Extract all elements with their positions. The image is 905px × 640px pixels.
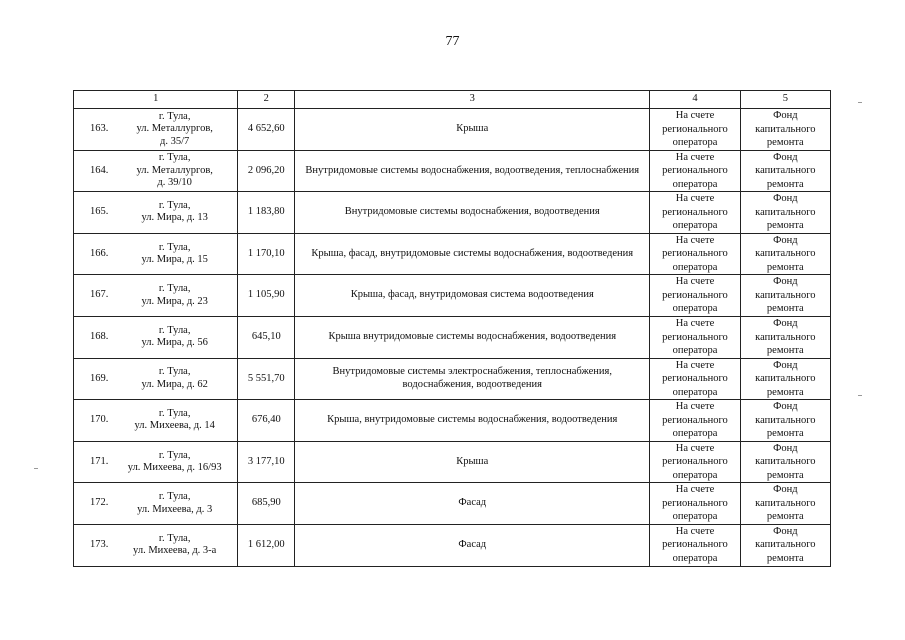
fund-cell bbox=[740, 275, 830, 317]
row-number: 165. bbox=[90, 206, 109, 218]
row-number: 173. bbox=[90, 538, 109, 550]
address-cell bbox=[74, 358, 238, 400]
fund-line: Фонд bbox=[773, 151, 798, 163]
address-cell bbox=[74, 233, 238, 275]
table-row bbox=[74, 524, 831, 566]
works-cell: Внутридомовые системы водоснабжения, водоотведения bbox=[295, 192, 650, 234]
fund-line: капитального bbox=[755, 539, 816, 551]
fund-cell bbox=[740, 192, 830, 234]
address-line: ул. Михеева, д. 14 bbox=[134, 420, 215, 432]
table-row bbox=[74, 441, 831, 483]
fund-cell bbox=[740, 109, 830, 151]
row-number: 170. bbox=[90, 414, 109, 426]
fund-cell bbox=[740, 358, 830, 400]
operator-line: оператора bbox=[672, 220, 718, 232]
address-line: ул. Мира, д. 23 bbox=[141, 295, 208, 307]
address-wrapper bbox=[76, 533, 235, 558]
fund-cell bbox=[740, 441, 830, 483]
fund-line: ремонта bbox=[766, 386, 804, 398]
operator-cell bbox=[650, 483, 740, 525]
fund-line: ремонта bbox=[766, 178, 804, 190]
fund-line: Фонд bbox=[773, 442, 798, 454]
fund-cell bbox=[740, 233, 830, 275]
address-line: ул. Металлургов, bbox=[136, 164, 213, 176]
fund-line: Фонд bbox=[773, 193, 798, 205]
operator-cell bbox=[650, 233, 740, 275]
fund-line: капитального bbox=[755, 289, 816, 301]
operator-line: регионального bbox=[662, 539, 728, 551]
row-number: 168. bbox=[90, 331, 109, 343]
operator-line: оператора bbox=[672, 386, 718, 398]
column-header-1: 1 bbox=[74, 91, 238, 109]
table-row bbox=[74, 192, 831, 234]
column-header-5: 5 bbox=[740, 91, 830, 109]
address-line: г. Тула, bbox=[158, 449, 191, 461]
address-line: г. Тула, bbox=[158, 366, 191, 378]
address-text bbox=[122, 408, 235, 433]
operator-line: оператора bbox=[672, 303, 718, 315]
fund-line: капитального bbox=[755, 497, 816, 509]
address-line: ул. Михеева, д. 16/93 bbox=[127, 462, 222, 474]
address-line: г. Тула, bbox=[158, 532, 191, 544]
table-row bbox=[74, 150, 831, 192]
fund-line: Фонд bbox=[773, 359, 798, 371]
operator-line: регионального bbox=[662, 331, 728, 343]
address-line: ул. Михеева, д. 3 bbox=[137, 503, 213, 515]
address-cell bbox=[74, 192, 238, 234]
row-number: 164. bbox=[90, 164, 109, 176]
address-line: г. Тула, bbox=[158, 324, 191, 336]
operator-line: оператора bbox=[672, 552, 718, 564]
address-text bbox=[122, 366, 235, 391]
scan-mark bbox=[858, 395, 862, 396]
address-cell bbox=[74, 316, 238, 358]
value-cell: 685,90 bbox=[238, 483, 295, 525]
operator-line: На счете bbox=[675, 193, 715, 205]
operator-line: оператора bbox=[672, 511, 718, 523]
fund-line: ремонта bbox=[766, 261, 804, 273]
address-text bbox=[122, 533, 235, 558]
operator-line: оператора bbox=[672, 469, 718, 481]
fund-line: Фонд bbox=[773, 484, 798, 496]
fund-line: капитального bbox=[755, 165, 816, 177]
value-cell: 645,10 bbox=[238, 316, 295, 358]
address-line: г. Тула, bbox=[158, 241, 191, 253]
fund-line: Фонд bbox=[773, 110, 798, 122]
works-cell: Крыша, фасад, внутридомовые системы водоснабжения, водоотведения bbox=[295, 233, 650, 275]
address-text bbox=[122, 283, 235, 308]
works-cell: Фасад bbox=[295, 524, 650, 566]
fund-line: ремонта bbox=[766, 303, 804, 315]
address-line: ул. Мира, д. 56 bbox=[141, 337, 208, 349]
operator-line: оператора bbox=[672, 261, 718, 273]
address-line: г. Тула, bbox=[158, 407, 191, 419]
fund-line: капитального bbox=[755, 123, 816, 135]
operator-line: На счете bbox=[675, 318, 715, 330]
operator-cell bbox=[650, 524, 740, 566]
operator-cell bbox=[650, 358, 740, 400]
fund-line: Фонд bbox=[773, 401, 798, 413]
address-line: г. Тула, bbox=[158, 491, 191, 503]
operator-line: На счете bbox=[675, 110, 715, 122]
fund-line: капитального bbox=[755, 414, 816, 426]
operator-line: На счете bbox=[675, 484, 715, 496]
table-row bbox=[74, 316, 831, 358]
operator-line: На счете bbox=[675, 401, 715, 413]
operator-line: регионального bbox=[662, 289, 728, 301]
works-cell: Крыша bbox=[295, 109, 650, 151]
address-text bbox=[122, 152, 235, 190]
operator-line: На счете bbox=[675, 276, 715, 288]
address-cell bbox=[74, 275, 238, 317]
row-number: 163. bbox=[90, 123, 109, 135]
operator-line: регионального bbox=[662, 248, 728, 260]
fund-line: ремонта bbox=[766, 511, 804, 523]
operator-line: регионального bbox=[662, 206, 728, 218]
fund-line: капитального bbox=[755, 456, 816, 468]
operator-line: регионального bbox=[662, 165, 728, 177]
value-cell: 4 652,60 bbox=[238, 109, 295, 151]
value-cell: 1 105,90 bbox=[238, 275, 295, 317]
operator-line: оператора bbox=[672, 345, 718, 357]
works-cell: Крыша bbox=[295, 441, 650, 483]
operator-line: регионального bbox=[662, 123, 728, 135]
table-row bbox=[74, 275, 831, 317]
scan-mark bbox=[34, 468, 38, 469]
row-number: 171. bbox=[90, 455, 109, 467]
operator-line: оператора bbox=[672, 178, 718, 190]
fund-line: ремонта bbox=[766, 137, 804, 149]
row-number: 167. bbox=[90, 289, 109, 301]
address-text bbox=[122, 242, 235, 267]
fund-line: Фонд bbox=[773, 276, 798, 288]
page-number: 77 bbox=[445, 34, 460, 49]
address-text bbox=[122, 200, 235, 225]
address-wrapper bbox=[76, 325, 235, 350]
operator-cell bbox=[650, 441, 740, 483]
fund-cell bbox=[740, 400, 830, 442]
operator-cell bbox=[650, 150, 740, 192]
table-row bbox=[74, 109, 831, 151]
address-wrapper bbox=[76, 366, 235, 391]
works-cell: Крыша, внутридомовые системы водоснабжения, водоотведения bbox=[295, 400, 650, 442]
address-line: ул. Мира, д. 13 bbox=[141, 212, 208, 224]
table-row bbox=[74, 358, 831, 400]
operator-line: На счете bbox=[675, 234, 715, 246]
value-cell: 2 096,20 bbox=[238, 150, 295, 192]
table-row bbox=[74, 400, 831, 442]
operator-cell bbox=[650, 192, 740, 234]
value-cell: 676,40 bbox=[238, 400, 295, 442]
value-cell: 5 551,70 bbox=[238, 358, 295, 400]
operator-line: регионального bbox=[662, 456, 728, 468]
operator-line: На счете bbox=[675, 151, 715, 163]
works-cell: Крыша внутридомовые системы водоснабжения, водоотведения bbox=[295, 316, 650, 358]
address-line: г. Тула, bbox=[158, 199, 191, 211]
fund-cell bbox=[740, 483, 830, 525]
address-line: ул. Мира, д. 15 bbox=[141, 254, 208, 266]
address-wrapper bbox=[76, 283, 235, 308]
fund-line: капитального bbox=[755, 331, 816, 343]
address-text bbox=[122, 325, 235, 350]
address-wrapper bbox=[76, 450, 235, 475]
address-cell bbox=[74, 109, 238, 151]
row-number: 172. bbox=[90, 497, 109, 509]
fund-line: ремонта bbox=[766, 469, 804, 481]
address-cell bbox=[74, 524, 238, 566]
housing-register-table bbox=[73, 90, 831, 567]
operator-line: регионального bbox=[662, 497, 728, 509]
value-cell: 3 177,10 bbox=[238, 441, 295, 483]
value-cell: 1 612,00 bbox=[238, 524, 295, 566]
fund-cell bbox=[740, 316, 830, 358]
operator-line: На счете bbox=[675, 359, 715, 371]
address-line: ул. Михеева, д. 3-а bbox=[133, 545, 217, 557]
fund-line: Фонд bbox=[773, 234, 798, 246]
address-cell bbox=[74, 483, 238, 525]
address-wrapper bbox=[76, 152, 235, 190]
address-line: ул. Мира, д. 62 bbox=[141, 378, 208, 390]
fund-line: ремонта bbox=[766, 220, 804, 232]
fund-line: капитального bbox=[755, 248, 816, 260]
table-row bbox=[74, 233, 831, 275]
address-cell bbox=[74, 150, 238, 192]
address-cell bbox=[74, 400, 238, 442]
fund-line: ремонта bbox=[766, 428, 804, 440]
scan-mark bbox=[858, 102, 862, 103]
fund-cell bbox=[740, 150, 830, 192]
operator-cell bbox=[650, 400, 740, 442]
operator-line: оператора bbox=[672, 428, 718, 440]
fund-line: капитального bbox=[755, 373, 816, 385]
fund-line: Фонд bbox=[773, 318, 798, 330]
address-text bbox=[122, 111, 235, 149]
table-body bbox=[74, 109, 831, 567]
row-number: 166. bbox=[90, 247, 109, 259]
operator-line: оператора bbox=[672, 137, 718, 149]
address-line: г. Тула, bbox=[158, 110, 191, 122]
operator-cell bbox=[650, 316, 740, 358]
address-wrapper bbox=[76, 242, 235, 267]
operator-cell bbox=[650, 109, 740, 151]
header-row bbox=[74, 91, 831, 109]
column-header-3: 3 bbox=[295, 91, 650, 109]
column-header-4: 4 bbox=[650, 91, 740, 109]
operator-line: На счете bbox=[675, 442, 715, 454]
operator-cell bbox=[650, 275, 740, 317]
table-row bbox=[74, 483, 831, 525]
fund-cell bbox=[740, 524, 830, 566]
address-line: ул. Металлургов, bbox=[136, 123, 213, 135]
address-cell bbox=[74, 441, 238, 483]
operator-line: На счете bbox=[675, 525, 715, 537]
operator-line: регионального bbox=[662, 373, 728, 385]
value-cell: 1 170,10 bbox=[238, 233, 295, 275]
works-cell: Внутридомовые системы водоснабжения, водоотведения, теплоснабжения bbox=[295, 150, 650, 192]
address-wrapper bbox=[76, 491, 235, 516]
address-line: д. 35/7 bbox=[160, 135, 190, 147]
value-cell: 1 183,80 bbox=[238, 192, 295, 234]
address-text bbox=[122, 450, 235, 475]
works-cell: Крыша, фасад, внутридомовая система водоотведения bbox=[295, 275, 650, 317]
row-number: 169. bbox=[90, 372, 109, 384]
fund-line: ремонта bbox=[766, 552, 804, 564]
fund-line: Фонд bbox=[773, 525, 798, 537]
address-text bbox=[122, 491, 235, 516]
address-wrapper bbox=[76, 200, 235, 225]
works-cell: Внутридомовые системы электроснабжения, теплоснабжения, водоснабжения, водоотведения bbox=[295, 358, 650, 400]
column-header-2: 2 bbox=[238, 91, 295, 109]
address-line: д. 39/10 bbox=[157, 177, 192, 189]
operator-line: регионального bbox=[662, 414, 728, 426]
fund-line: капитального bbox=[755, 206, 816, 218]
address-line: г. Тула, bbox=[158, 152, 191, 164]
address-wrapper bbox=[76, 408, 235, 433]
fund-line: ремонта bbox=[766, 345, 804, 357]
address-line: г. Тула, bbox=[158, 283, 191, 295]
works-cell: Фасад bbox=[295, 483, 650, 525]
address-wrapper bbox=[76, 111, 235, 149]
